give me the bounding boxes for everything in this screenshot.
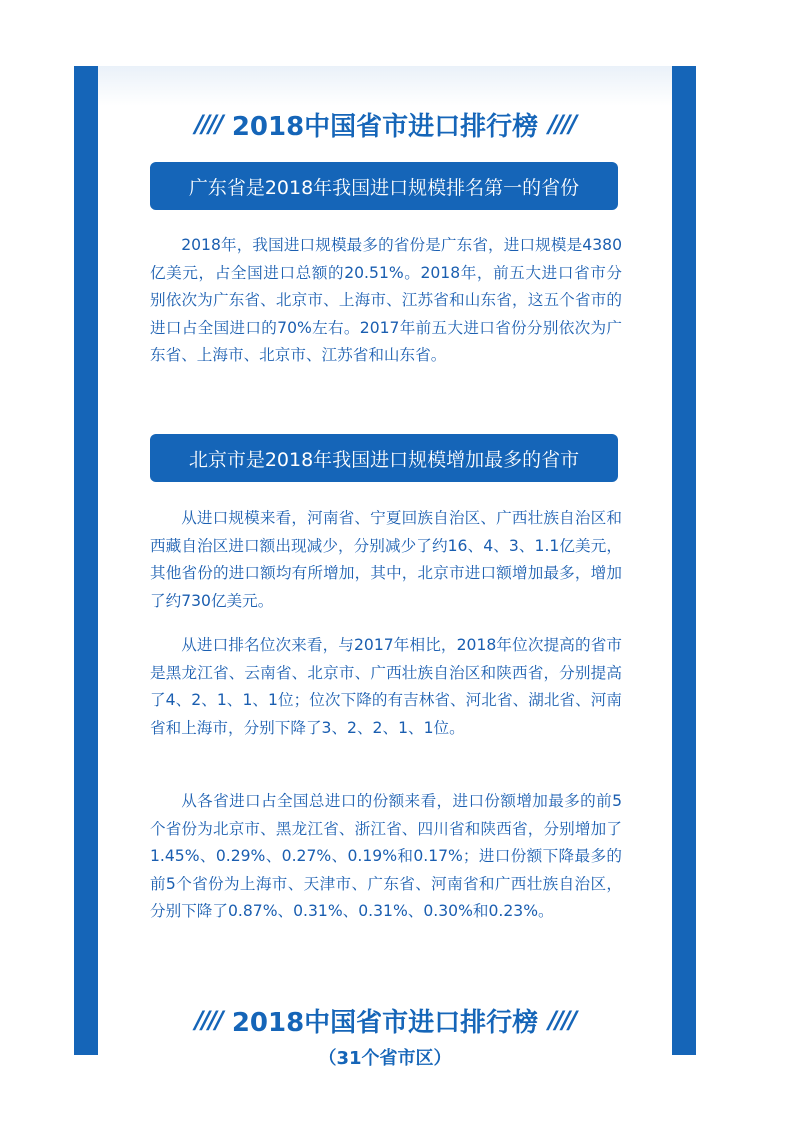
content-panel <box>98 66 672 1069</box>
decorative-slashes-right: //// <box>548 1006 576 1034</box>
paragraph-import-ranking: 从进口排名位次来看，与2017年相比，2018年位次提高的省市是黑龙江省、云南省、北京市、广西壮族自治区和陕西省，分别提高了4、2、1、1、1位；位次下降的有吉林省、河北省、湖北省、河南省和上海市，分别下降了3、2、2、1、1位。 <box>150 636 622 737</box>
section-title-text: 2018中国省市进口排行榜 <box>231 1007 539 1038</box>
paragraph-import-share: 从各省进口占全国总进口的份额来看，进口份额增加最多的前5个省份为北京市、黑龙江省、浙江省、四川省和陕西省，分别增加了1.45%、0.29%、0.27%、0.19%和0.17%；进口份额下降最多的前5个省份为上海市、天津市、广东省、河南省和广西壮族自治区，分别下降了0.87%、0.31%、0.31%、0.30%和0.23%。 <box>150 792 622 920</box>
section-title-bottom <box>98 1000 672 1040</box>
section-title-top <box>98 104 672 144</box>
paragraph-import-scale: 从进口规模来看，河南省、宁夏回族自治区、广西壮族自治区和西藏自治区进口额出现减少，分别减少了约16、4、3、1.1亿美元，其他省份的进口额均有所增加，其中，北京市进口额增加最多，增加了约730亿美元。 <box>150 509 622 610</box>
paragraph-guangdong: 2018年，我国进口规模最多的省份是广东省，进口规模是4380亿美元，占全国进口总额的20.51%。2018年，前五大进口省市分别依次为广东省、北京市、上海市、江苏省和山东省，这五个省市的进口占全国进口的70%左右。2017年前五大进口省份分别依次为广东省、上海市、北京市、江苏省和山东省。 <box>150 236 622 364</box>
section-subtitle: （31个省市区） <box>318 1048 452 1069</box>
decorative-slashes-left: //// <box>194 110 222 138</box>
decorative-slashes-left: //// <box>194 1006 222 1034</box>
banner-guangdong: 广东省是2018年我国进口规模排名第一的省份 <box>150 162 618 210</box>
section-title-text: 2018中国省市进口排行榜 <box>231 111 539 142</box>
banner-beijing: 北京市是2018年我国进口规模增加最多的省市 <box>150 434 618 482</box>
page-frame <box>74 66 696 1069</box>
decorative-slashes-right: //// <box>548 110 576 138</box>
